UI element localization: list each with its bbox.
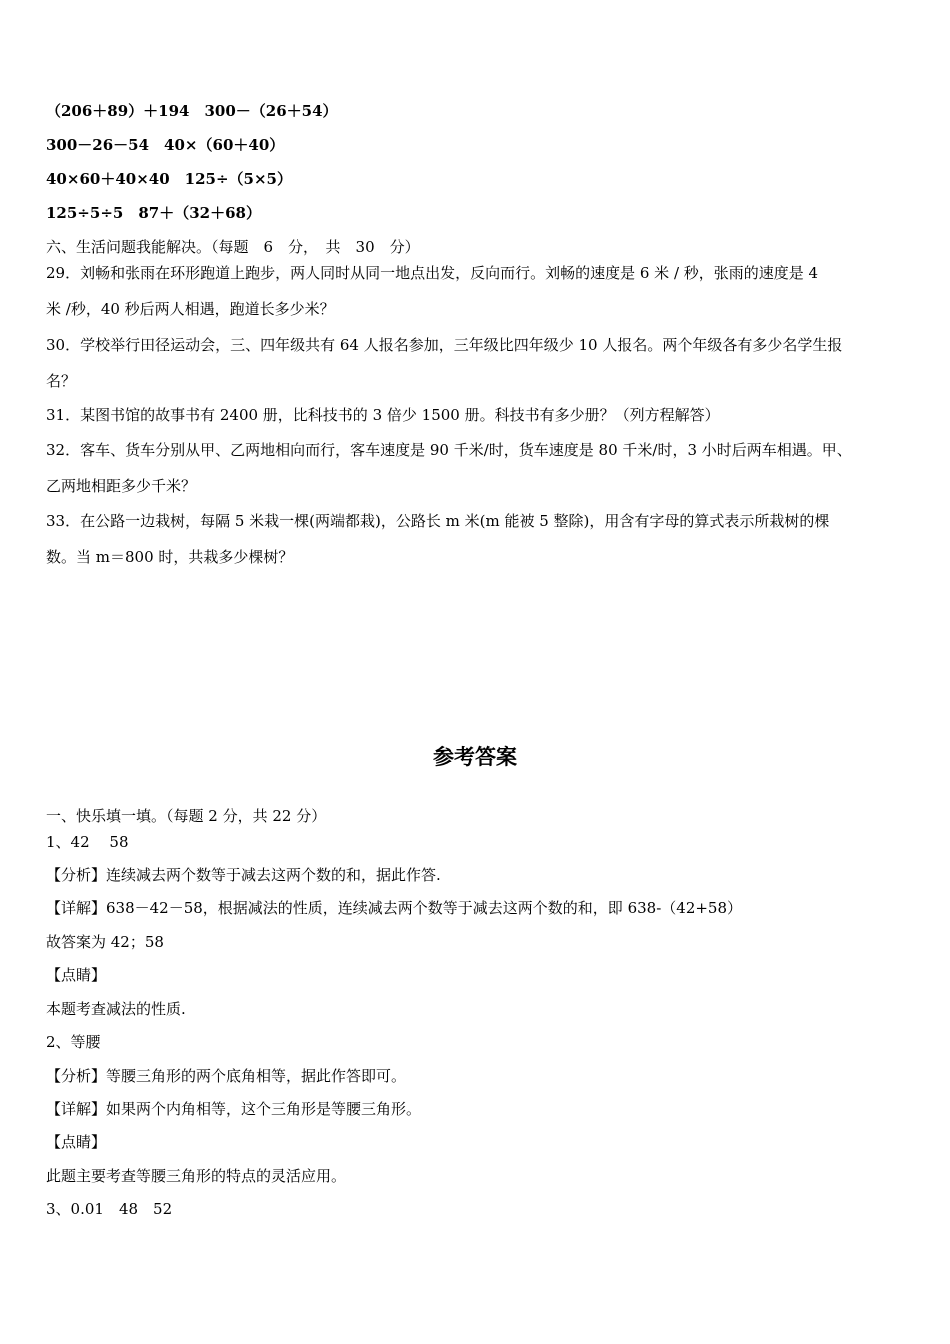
problem-line: 乙两地相距多少千米？ bbox=[46, 477, 197, 495]
problem-line: 32．客车、货车分别从甲、乙两地相向而行，客车速度是 90 千米/时，货车速度是 80 千米/时，3 小时后两车相遇。甲、 bbox=[46, 441, 852, 459]
answer-line: 1、42 58 bbox=[46, 833, 129, 851]
problem-line: 数。当 m＝800 时，共栽多少棵树？ bbox=[46, 548, 294, 566]
answer-line: 本题考查减法的性质. bbox=[46, 1000, 186, 1018]
answer-line: 【点睛】 bbox=[46, 966, 107, 984]
problem-line: 30．学校举行田径运动会，三、四年级共有 64 人报名参加，三年级比四年级少 10 人报名。两个年级各有多少名学生报 bbox=[46, 336, 843, 354]
answer-line: 【分析】等腰三角形的两个底角相等，据此作答即可。 bbox=[46, 1067, 407, 1085]
answer-line: 3、0.01 48 52 bbox=[46, 1200, 173, 1218]
problem-line: 名？ bbox=[46, 372, 77, 390]
answer-line: 故答案为 42；58 bbox=[46, 933, 164, 951]
answer-heading: 一、快乐填一填。（每题 2 分，共 22 分） bbox=[46, 807, 327, 825]
answer-line: 【详解】如果两个内角相等，这个三角形是等腰三角形。 bbox=[46, 1100, 422, 1118]
problem-line: 29．刘畅和张雨在环形跑道上跑步，两人同时从同一地点出发，反向而行。刘畅的速度是 6 米 / 秒，张雨的速度是 4 bbox=[46, 264, 819, 282]
problem-line: 米 /秒，40 秒后两人相遇，跑道长多少米？ bbox=[46, 300, 335, 318]
section-heading: 六、生活问题我能解决。（每题 6 分， 共 30 分） bbox=[46, 238, 420, 256]
calc-line: 300－26－54 40×（60＋40） bbox=[46, 136, 285, 154]
answer-line: 2、等腰 bbox=[46, 1033, 101, 1051]
calc-line: （206＋89）＋194 300－（26＋54） bbox=[46, 102, 338, 120]
answer-line: 【分析】连续减去两个数等于减去这两个数的和，据此作答. bbox=[46, 866, 441, 884]
calc-line: 125÷5÷5 87＋（32＋68） bbox=[46, 204, 261, 222]
answer-key-title: 参考答案 bbox=[433, 745, 517, 769]
problem-line: 33．在公路一边栽树，每隔 5 米栽一棵(两端都栽)，公路长 m 米(m 能被 5 整除)，用含有字母的算式表示所栽树的棵 bbox=[46, 512, 830, 530]
answer-line: 【点睛】 bbox=[46, 1133, 107, 1151]
problem-line: 31．某图书馆的故事书有 2400 册，比科技书的 3 倍少 1500 册。科技书有多少册？（列方程解答） bbox=[46, 406, 720, 424]
answer-line: 【详解】638－42－58，根据减法的性质，连续减去两个数等于减去这两个数的和，即 638-（42+58） bbox=[46, 899, 743, 917]
calc-line: 40×60＋40×40 125÷（5×5） bbox=[46, 170, 292, 188]
answer-line: 此题主要考查等腰三角形的特点的灵活应用。 bbox=[46, 1167, 347, 1185]
